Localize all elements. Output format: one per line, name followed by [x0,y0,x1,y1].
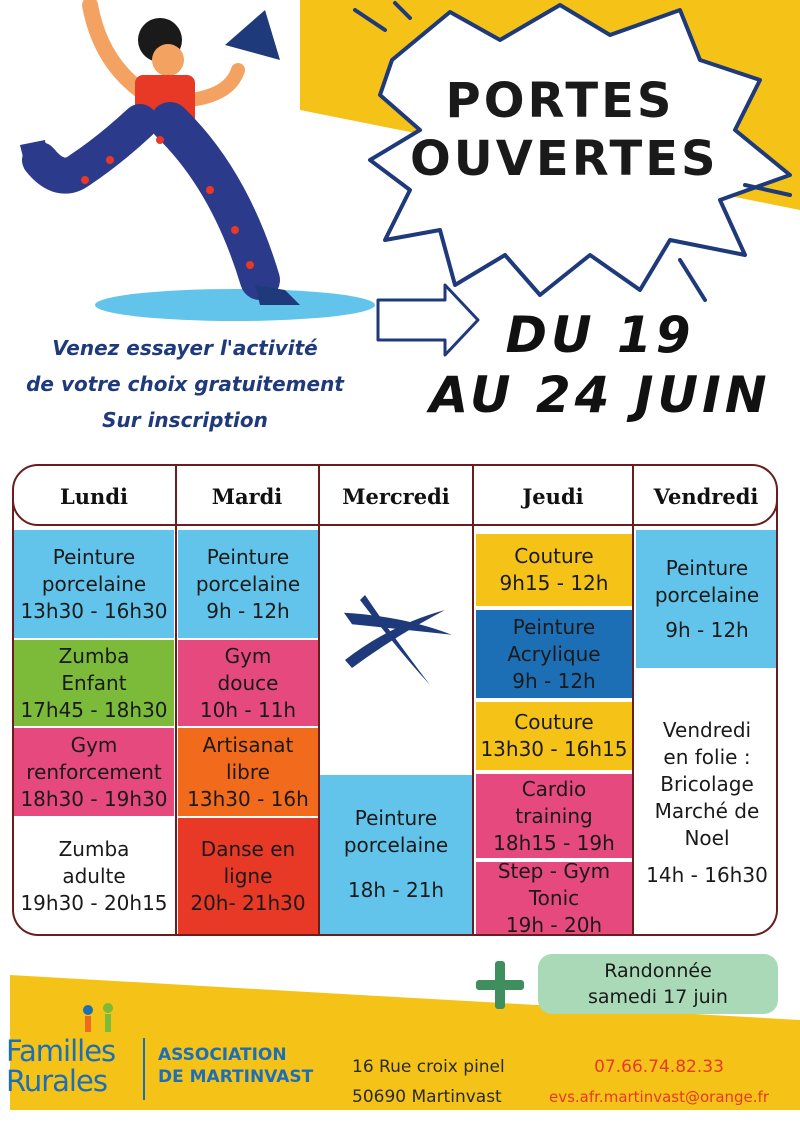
tagline [0,330,370,438]
tagline-line-2: de votre choix gratuitement [26,372,344,396]
activity-lundi-4: Zumba adulte 19h30 - 20h15 [14,818,174,934]
tagline-line-1: Venez essayer l'activité [52,336,318,360]
day-header-mardi: Mardi [211,483,283,509]
logo-line-1: Familles [6,1034,116,1068]
event-dates [420,305,780,425]
activity-jeudi-2: Peinture Acrylique 9h - 12h [476,610,632,698]
activity-vendredi-1: Peinture porcelaine 9h - 12h [636,530,778,668]
logo [6,1036,136,1096]
activity-vendredi-2: Vendredi en folie : Bricolage Marché de Noel 14h - 16h30 [636,672,778,934]
activity-lundi-2: Zumba Enfant 17h45 - 18h30 [14,640,174,726]
title-line-1: PORTES [445,73,675,129]
day-header-lundi: Lundi [60,483,128,509]
extra-activity-date: samedi 17 juin [588,986,728,1008]
plus-icon [470,955,530,1015]
extra-activity [538,954,778,1014]
association-name: ASSOCIATION DE MARTINVAST [158,1045,314,1087]
title-line-2: OUVERTES [410,131,719,187]
activity-mardi-2: Gym douce 10h - 11h [178,640,318,726]
extra-activity-name: Randonnée [604,960,712,982]
activity-jeudi-5: Step - Gym Tonic 19h - 20h [476,862,632,934]
email-address: evs.afr.martinvast@orange.fr [548,1088,770,1106]
table-body-frame [12,500,778,936]
address: 16 Rue croix pinel 50690 Martinvast [352,1057,505,1107]
activity-mardi-1: Peinture porcelaine 9h - 12h [178,530,318,638]
day-header-jeudi: Jeudi [522,483,584,509]
tagline-line-3: Sur inscription [102,408,268,432]
activity-lundi-3: Gym renforcement 18h30 - 19h30 [14,728,174,816]
phone-number: 07.66.74.82.33 [594,1057,724,1077]
activity-lundi-1: Peinture porcelaine 13h30 - 16h30 [14,530,174,638]
activity-mardi-3: Artisanat libre 13h30 - 16h [178,728,318,816]
dates-line-2: AU 24 JUIN [429,366,771,424]
person-illustration [20,5,300,305]
activity-mardi-4: Danse en ligne 20h- 21h30 [178,818,318,934]
logo-figures-icon [76,1002,136,1032]
activity-mercredi-1: Peinture porcelaine 18h - 21h [320,775,472,934]
logo-line-2: Rurales [6,1064,107,1098]
page-title [410,72,719,188]
logo-divider [143,1038,145,1100]
activity-jeudi-1: Couture 9h15 - 12h [476,534,632,606]
dates-line-1: DU 19 [505,306,695,364]
day-header-vendredi: Vendredi [653,483,759,509]
contact-info [518,1052,800,1112]
day-header-mercredi: Mercredi [342,483,450,509]
activity-jeudi-4: Cardio training 18h15 - 19h [476,774,632,858]
activity-jeudi-3: Couture 13h30 - 16h15 [476,702,632,770]
